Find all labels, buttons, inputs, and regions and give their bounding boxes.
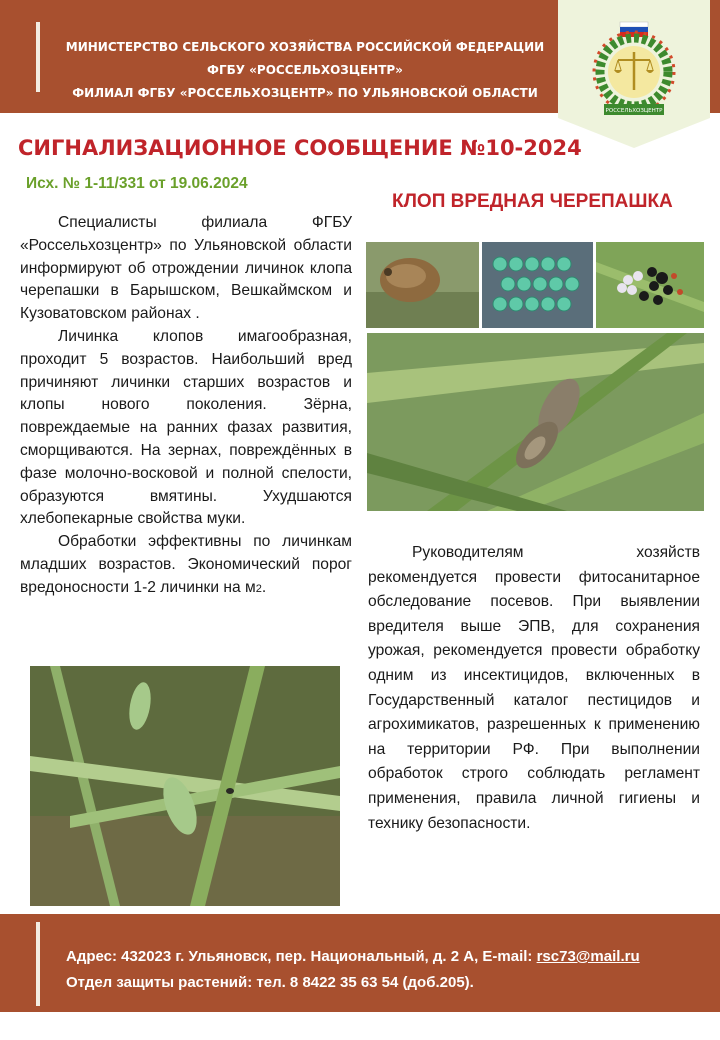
footer-address-line <box>66 944 640 970</box>
right-text-column <box>368 541 700 836</box>
header-line-ministry: МИНИСТЕРСТВО СЕЛЬСКОГО ХОЗЯЙСТВА РОССИЙСКОЙ ФЕДЕРАЦИИ <box>65 40 545 54</box>
photo-hatched-larvae <box>596 242 704 328</box>
header-accent-bar <box>36 22 40 92</box>
footer-banner <box>0 914 720 1012</box>
footer-email-link[interactable]: rsc73@mail.ru <box>536 948 640 965</box>
page-title: СИГНАЛИЗАЦИОННОЕ СООБЩЕНИЕ №10-2024 <box>18 136 582 160</box>
footer-accent-bar <box>36 922 40 1006</box>
photo-wheat-field-larvae <box>30 666 340 906</box>
threshold-text: Обработки эффективны по личинкам младших возрастов. Экономический порог вредоносности 1-2 личинки на м <box>20 533 352 596</box>
footer-phone: Отдел защиты растений: тел. 8 8422 35 63 54 (доб.205). <box>66 974 474 991</box>
footer-contacts <box>66 944 640 996</box>
photo-adult-bug <box>366 242 479 328</box>
threshold-unit-subscript: 2 <box>255 582 262 595</box>
paragraph-larva-description: Личинка клопов имагообразная, проходит 5 возрастов. Наибольший вред причиняют личинки старших возрастов и клопы нового поколения. Зёрна, повреждаемые на ранних фазах развития, сморщиваются. На зернах, повреждённых в фазе молочно-восковой и полной спелости, образуются вмятины. Ухудшаются хлебопекарные свойства муки. <box>20 327 352 528</box>
footer-address: Адрес: 432023 г. Ульяновск, пер. Национальный, д. 2 А, E-mail: <box>66 948 537 965</box>
header-line-branch: ФИЛИАЛ ФГБУ «РОССЕЛЬХОЗЦЕНТР» ПО УЛЬЯНОВСКОЙ ОБЛАСТИ <box>72 86 538 100</box>
header-line-agency: ФГБУ «РОССЕЛЬХОЗЦЕНТР» <box>207 63 403 77</box>
photo-eggs-green <box>482 242 593 328</box>
paragraph-treatment-threshold <box>20 531 352 600</box>
emblem-ribbon-text: РОССЕЛЬХОЗЦЕНТР <box>605 108 663 114</box>
rosselkhozcenter-emblem <box>558 0 710 148</box>
document-reference: Исх. № 1-11/331 от 19.06.2024 <box>26 175 248 192</box>
pest-name-heading: КЛОП ВРЕДНАЯ ЧЕРЕПАШКА <box>392 191 673 212</box>
paragraph-hatching-report: Специалисты филиала ФГБУ «Россельхозцентр» по Ульяновской области информируют об отрождении личинок клопа черепашки в Барышском, Вешкаймском и Кузоватовском районах . <box>20 214 352 323</box>
paragraph-recommendations: Руководителям хозяйств рекомендуется провести фитосанитарное обследование посевов. При выявлении вредителя выше ЭПВ, для сохранения урожая, рекомендуется провести обработку одним из инсектицидов, включенных в Государственный каталог пестицидов и агрохимикатов, разрешенных к применению на территории РФ. При выполнении обработок строго соблюдать регламент применения, правила личной гигиены и технику безопасности. <box>368 544 700 832</box>
threshold-period: . <box>261 578 267 596</box>
left-text-column <box>20 212 352 601</box>
header-organization <box>50 36 560 105</box>
photo-bugs-on-wheat-leaf <box>367 333 704 511</box>
